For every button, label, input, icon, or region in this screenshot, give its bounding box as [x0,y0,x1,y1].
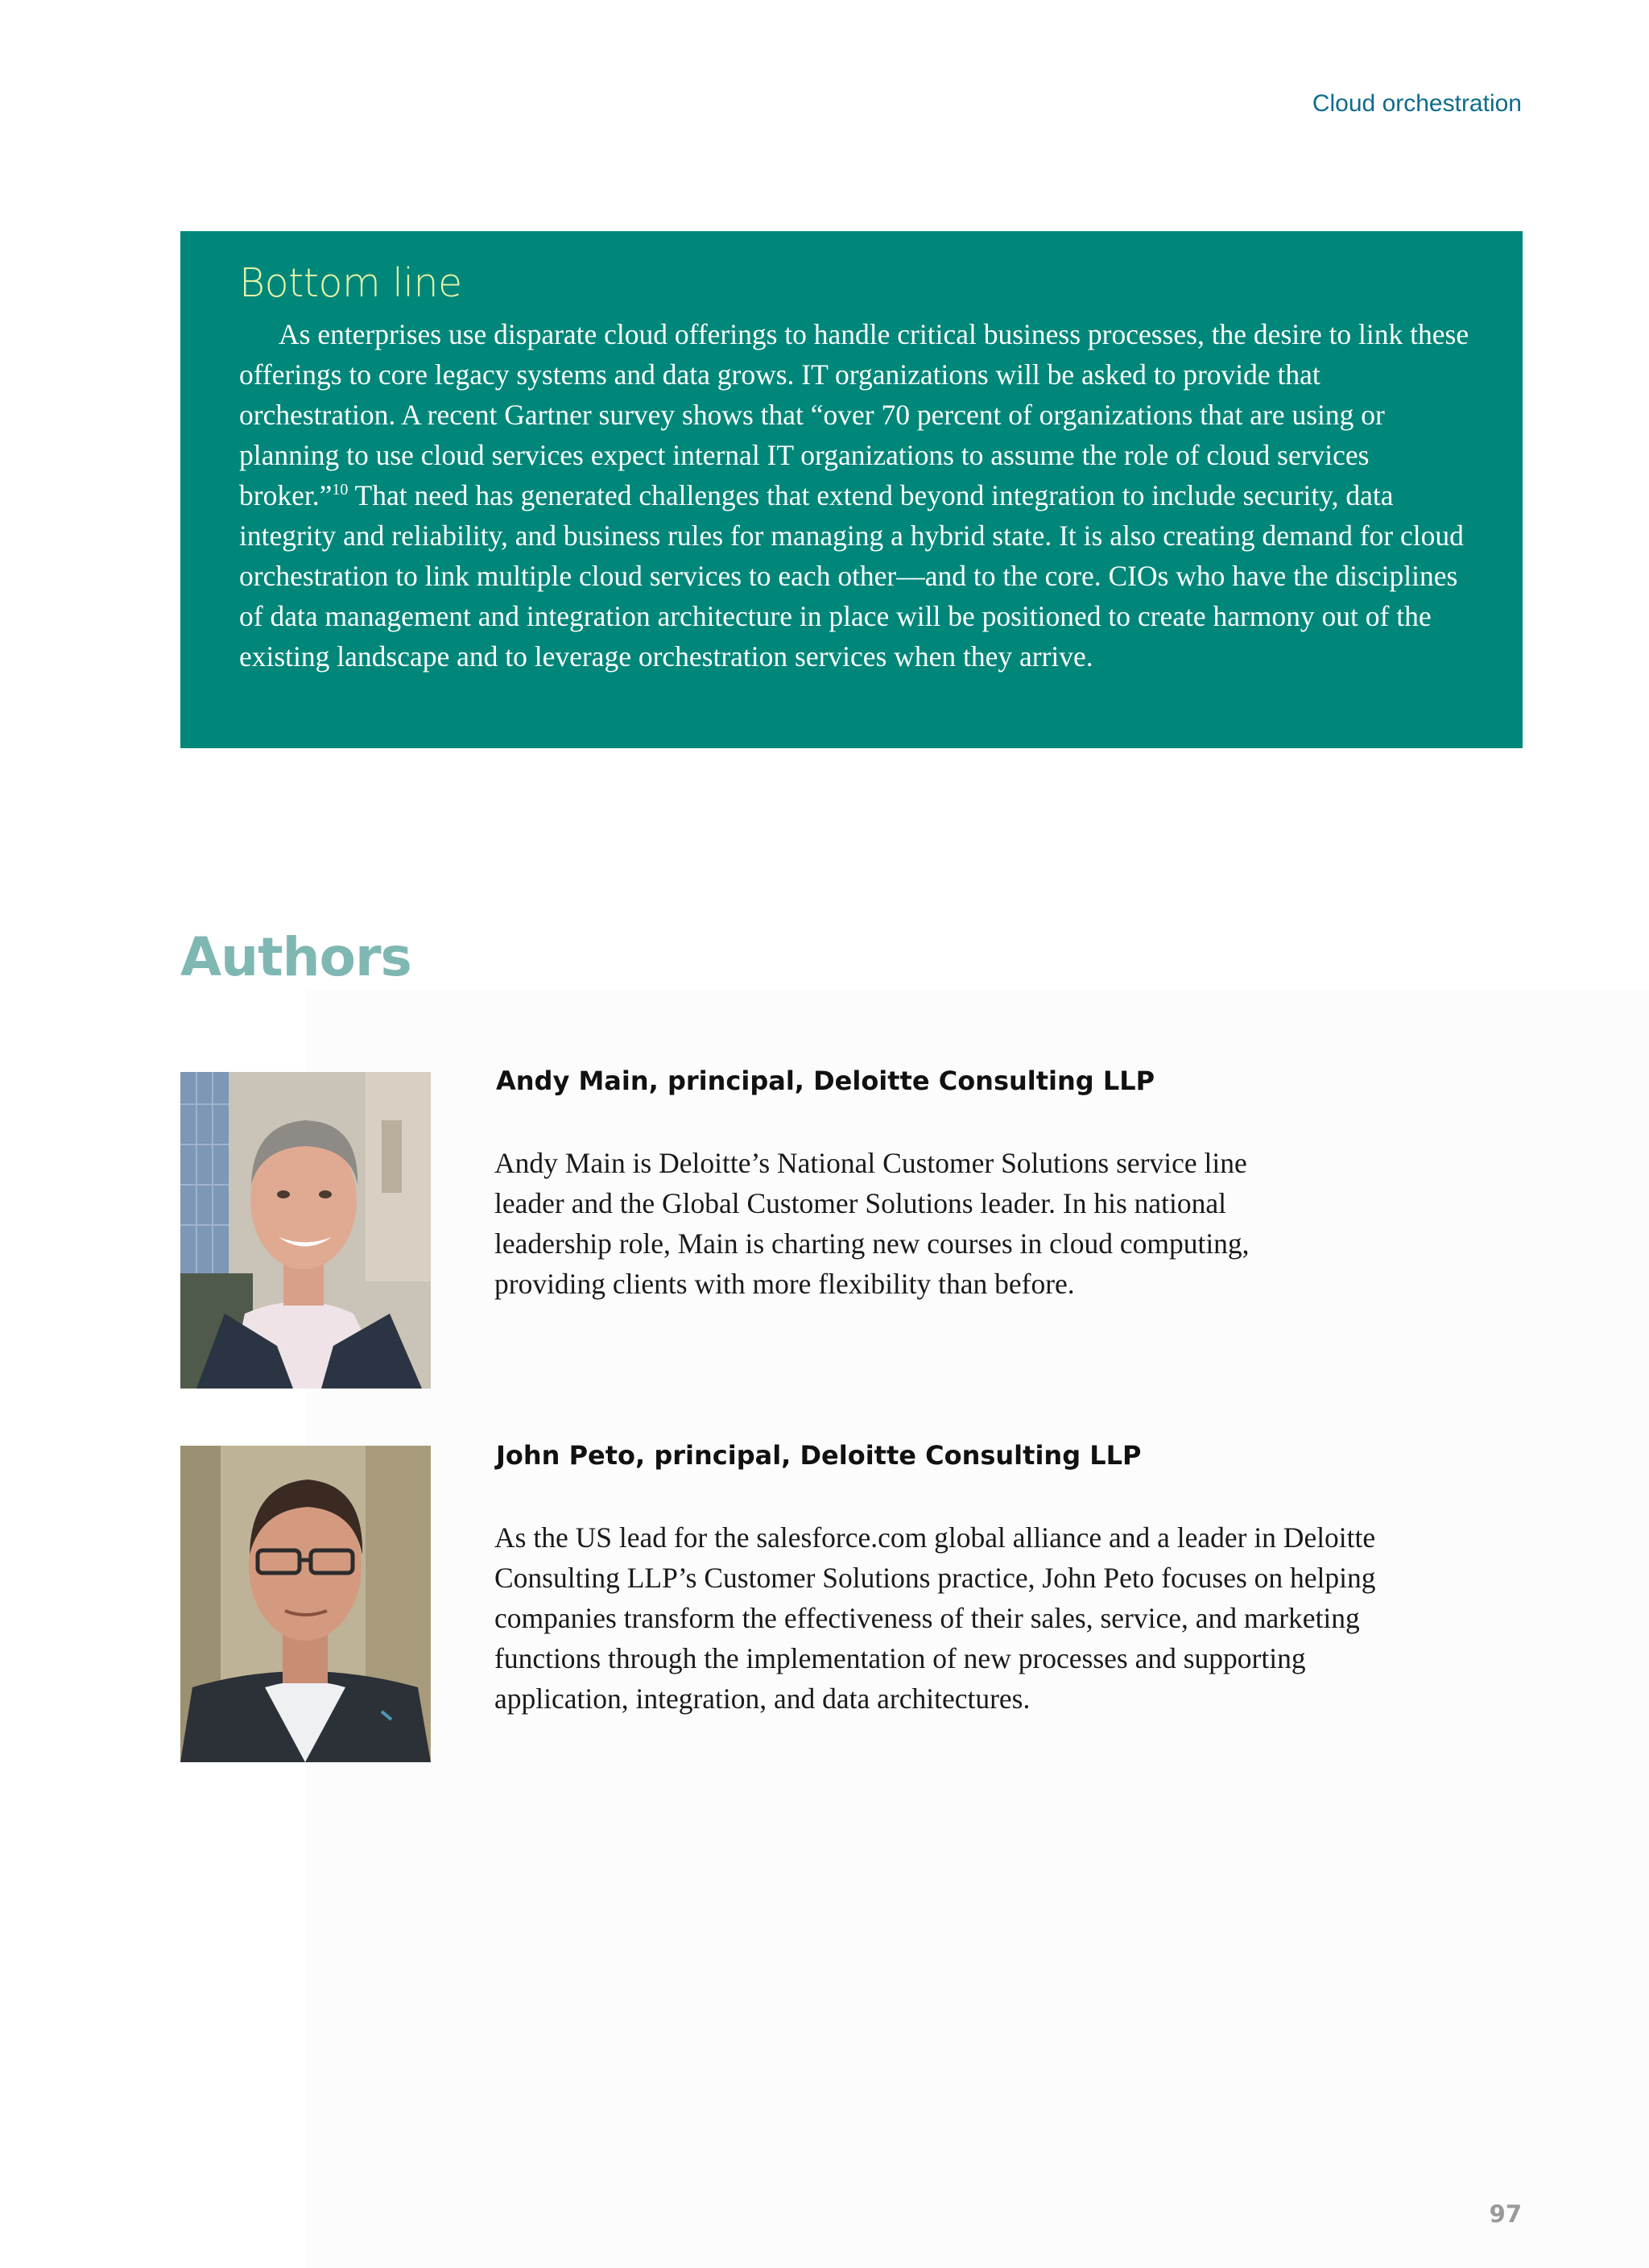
bottom-line-body [239,314,1474,677]
author-photo-john-peto [180,1446,431,1762]
author-photo-andy-main [180,1072,431,1389]
author-name-john-peto: John Peto, principal, Deloitte Consulting LLP [496,1440,1142,1471]
footnote-ref[interactable]: 10 [332,481,349,499]
author-name-andy-main: Andy Main, principal, Deloitte Consulting LLP [496,1066,1155,1096]
bottom-line-title: Bottom line [239,260,462,306]
bottom-line-text-part-1: As enterprises use disparate cloud offerings to handle critical business processes, the desire to link these offerings to core legacy systems and data grows. IT organizations will be asked to provide that orchestration. A recent Gartner survey shows that “over 70 percent of organizations that are using or planning to use cloud services expect internal IT organizations to assume the role of cloud services broker.” [239,318,1469,511]
author-bio-andy-main: Andy Main is Deloitte’s National Customer Solutions service line leader and the Global Customer Solutions leader. In his national leadership role, Main is charting new courses in cloud computing, providing clients with more flexibility than before. [494,1147,1250,1300]
page-number: 97 [1489,2200,1522,2228]
authors-heading: Authors [180,926,411,988]
bottom-line-callout [180,231,1523,748]
running-header: Cloud orchestration [1312,90,1522,117]
bottom-line-text-part-2: That need has generated challenges that extend beyond integration to include security, data integrity and reliability, and business rules for managing a hybrid state. It is also creating demand for cloud orchestration to link multiple cloud services to each other—and to the core. CIOs who have the disciplines of data management and integration architecture in place will be positioned to create harmony out of the existing landscape and to leverage orchestration services when they arrive. [239,479,1464,673]
author-bio-john-peto: As the US lead for the salesforce.com global alliance and a leader in Deloitte Consulting LLP’s Customer Solutions practice, John Peto focuses on helping companies transform the effectiveness of their sales, service, and marketing functions through the implementation of new processes and supporting application, integration, and data architectures. [494,1521,1376,1715]
